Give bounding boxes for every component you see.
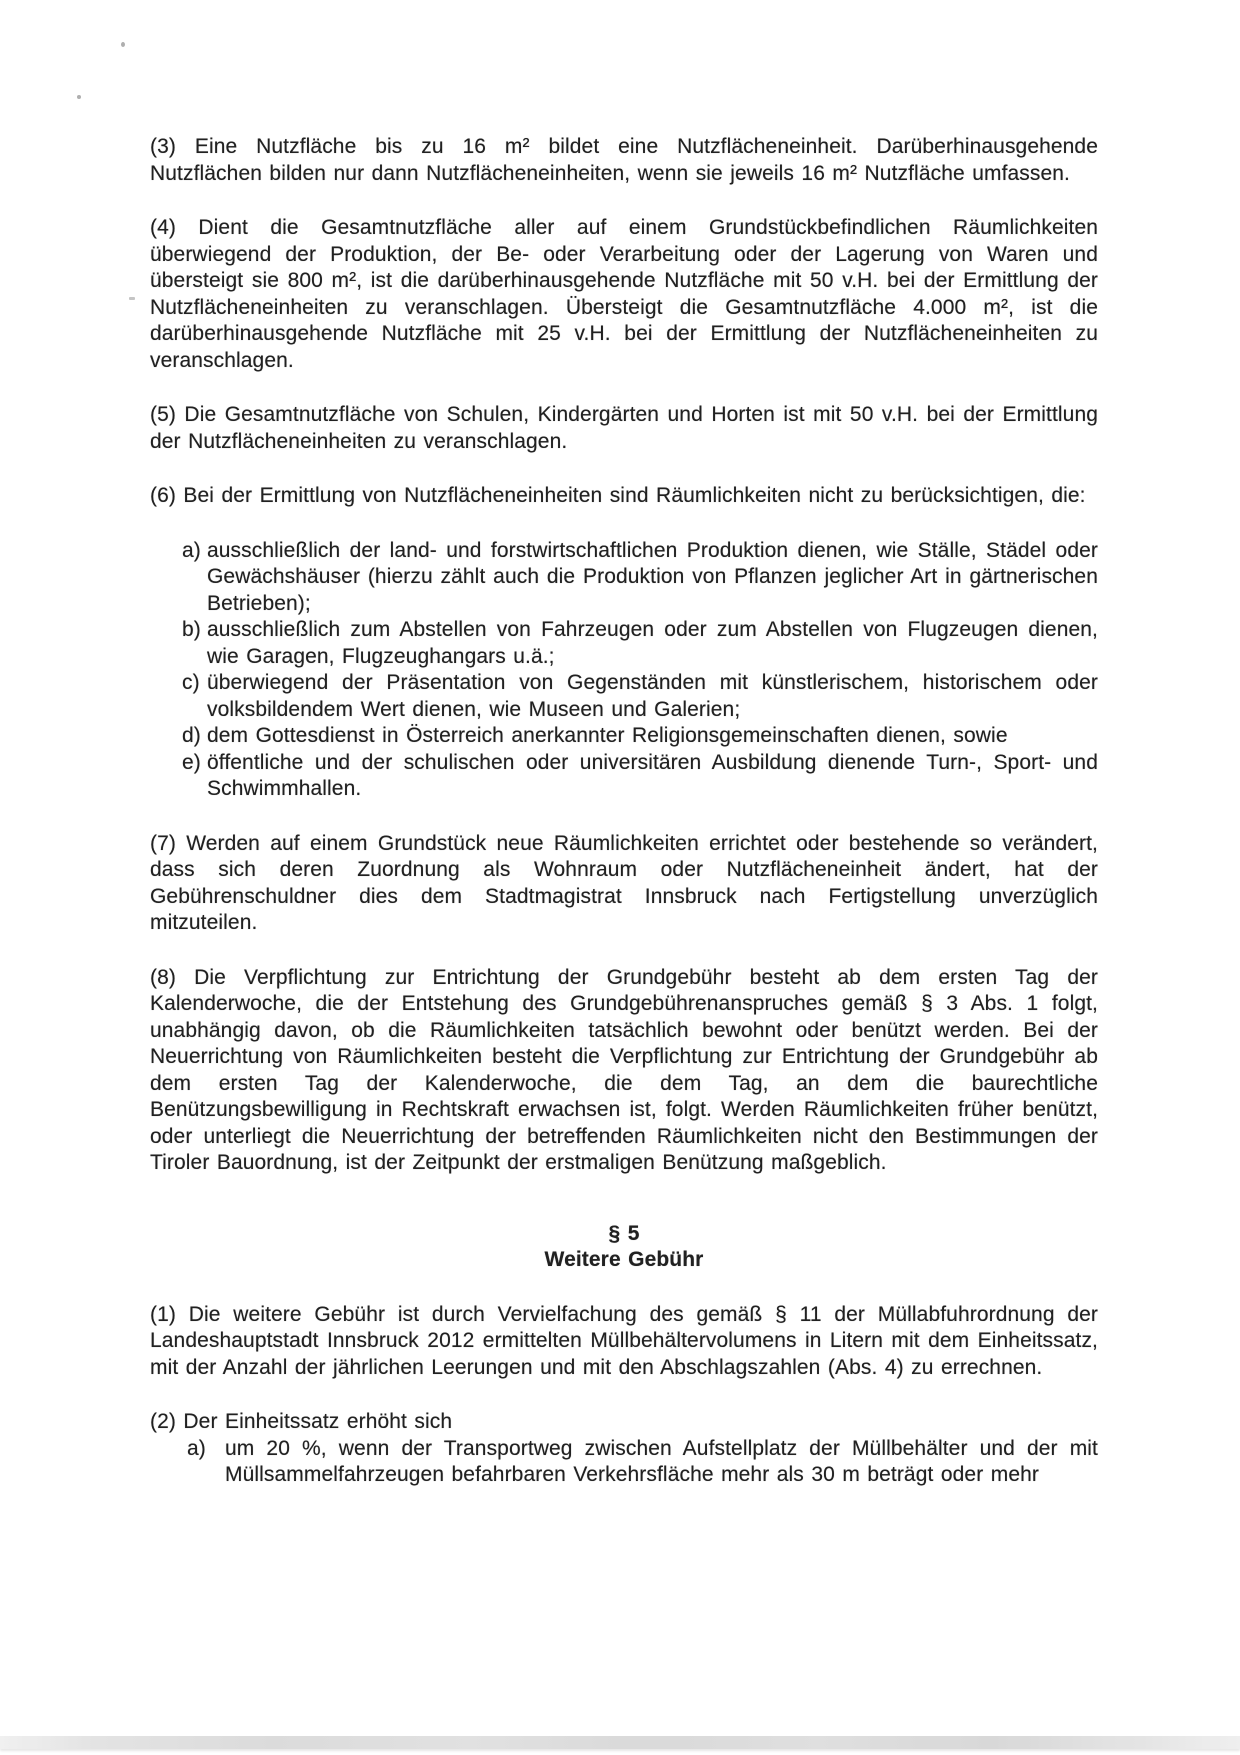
section5-paragraph-1: (1) Die weitere Gebühr ist durch Vervielfachung des gemäß § 11 der Müllabfuhrordnung der Landeshauptstadt Innsbruck 2012 ermittelten Müllbehältervolumens in Litern mit dem Einheitssatz, mit der Anzahl der jährlichen Leerungen und mit den Abschlagszahlen (Abs. 4) zu errechnen. [150,1302,1098,1379]
item-marker: e) [182,750,201,774]
item-text: überwiegend der Präsentation von Gegenständen mit künstlerischem, historischem oder volksbildendem Wert dienen, wie Museen und Galerien; [207,671,1098,721]
item-marker: d) [182,724,201,747]
item-text: ausschließlich der land- und forstwirtschaftlichen Produktion dienen, wie Ställe, Städel oder Gewächshäuser (hierzu zählt auch die Produktion von Pflanzen jeglicher Art in gärtnerischen Betrieben); [207,538,1098,615]
list-item-a [150,1436,1098,1489]
list-item-c [150,670,1098,723]
item-marker: a) [182,538,201,562]
paragraph-6-intro: (6) Bei der Ermittlung von Nutzflächeneinheiten sind Räumlichkeiten nicht zu berücksichtigen, die: [150,484,1086,507]
item-marker: c) [182,671,200,694]
paragraph-3: (3) Eine Nutzfläche bis zu 16 m² bildet eine Nutzflächeneinheit. Darüberhinausgehende Nutzflächen bilden nur dann Nutzflächeneinheiten, wenn sie jeweils 16 m² Nutzfläche umfassen. [150,135,1098,185]
item-text: dem Gottesdienst in Österreich anerkannter Religionsgemeinschaften dienen, sowie [207,724,1008,747]
paragraph-7: (7) Werden auf einem Grundstück neue Räumlichkeiten errichtet oder bestehende so verändert, dass sich deren Zuordnung als Wohnraum oder Nutzflächeneinheit ändert, hat der Gebührenschuldner dies dem Stadtmagistrat Innsbruck nach Fertigstellung unverzüglich mitzuteilen. [150,831,1098,934]
item-marker: b) [182,618,201,641]
scan-speck [77,95,81,99]
list-item-e [150,750,1098,803]
scan-speck [129,297,135,300]
item-marker: a) [187,1436,206,1460]
paragraph-8: (8) Die Verpflichtung zur Entrichtung der Grundgebühr besteht ab dem ersten Tag der Kalenderwoche, die der Entstehung des Grundgebührenanspruches gemäß § 3 Abs. 1 folgt, unabhängig davon, ob die Räumlichkeiten tatsächlich bewohnt oder benützt werden. Bei der Neuerrichtung von Räumlichkeiten besteht die Verpflichtung zur Entrichtung der Grundgebühr ab dem ersten Tag der Kalenderwoche, die dem Tag, an dem die baurechtliche Benützungsbewilligung in Rechtskraft erwachsen ist, folgt. Werden Räumlichkeiten früher benützt, oder unterliegt die Neuerrichtung der betreffenden Räumlichkeiten nicht den Bestimmungen der Tiroler Bauordnung, ist der Zeitpunkt der erstmaligen Benützung maßgeblich. [150,965,1098,1174]
scan-speck [121,42,125,47]
document-body [150,134,1098,1489]
item-text: öffentliche und der schulischen oder universitären Ausbildung dienende Turn-, Sport- und Schwimmhallen. [207,750,1098,800]
list-item-a [150,538,1098,618]
scan-edge-artifact [0,1736,1240,1749]
list-item-b [150,617,1098,670]
list-item-d [150,723,1098,750]
section5-paragraph-2-intro: (2) Der Einheitssatz erhöht sich [150,1410,453,1433]
paragraph-5: (5) Die Gesamtnutzfläche von Schulen, Kindergärten und Horten ist mit 50 v.H. bei der Ermittlung der Nutzflächeneinheiten zu veranschlagen. [150,403,1098,453]
list-section5-paragraph-2 [150,1436,1098,1489]
section-5-heading [150,1221,1098,1274]
item-text: um 20 %, wenn der Transportweg zwischen Aufstellplatz der Müllbehälter und der mit Müllsammelfahrzeugen befahrbaren Verkehrsfläche mehr als 30 m beträgt oder mehr [225,1436,1098,1486]
section-number: § 5 [608,1221,640,1245]
list-paragraph-6 [150,538,1098,803]
section-title: Weitere Gebühr [544,1248,704,1271]
item-text: ausschließlich zum Abstellen von Fahrzeugen oder zum Abstellen von Flugzeugen dienen, wie Garagen, Flugzeughangars u.ä.; [207,618,1098,668]
paragraph-4: (4) Dient die Gesamtnutzfläche aller auf einem Grundstückbefindlichen Räumlichkeiten überwiegend der Produktion, der Be- oder Verarbeitung oder der Lagerung von Waren und übersteigt sie 800 m², ist die darüberhinausgehende Nutzfläche mit 50 v.H. bei der Ermittlung der Nutzflächeneinheiten zu veranschlagen. Übersteigt die Gesamtnutzfläche 4.000 m², ist die darüberhinausgehende Nutzfläche mit 25 v.H. bei der Ermittlung der Nutzflächeneinheiten zu veranschlagen. [150,216,1098,372]
